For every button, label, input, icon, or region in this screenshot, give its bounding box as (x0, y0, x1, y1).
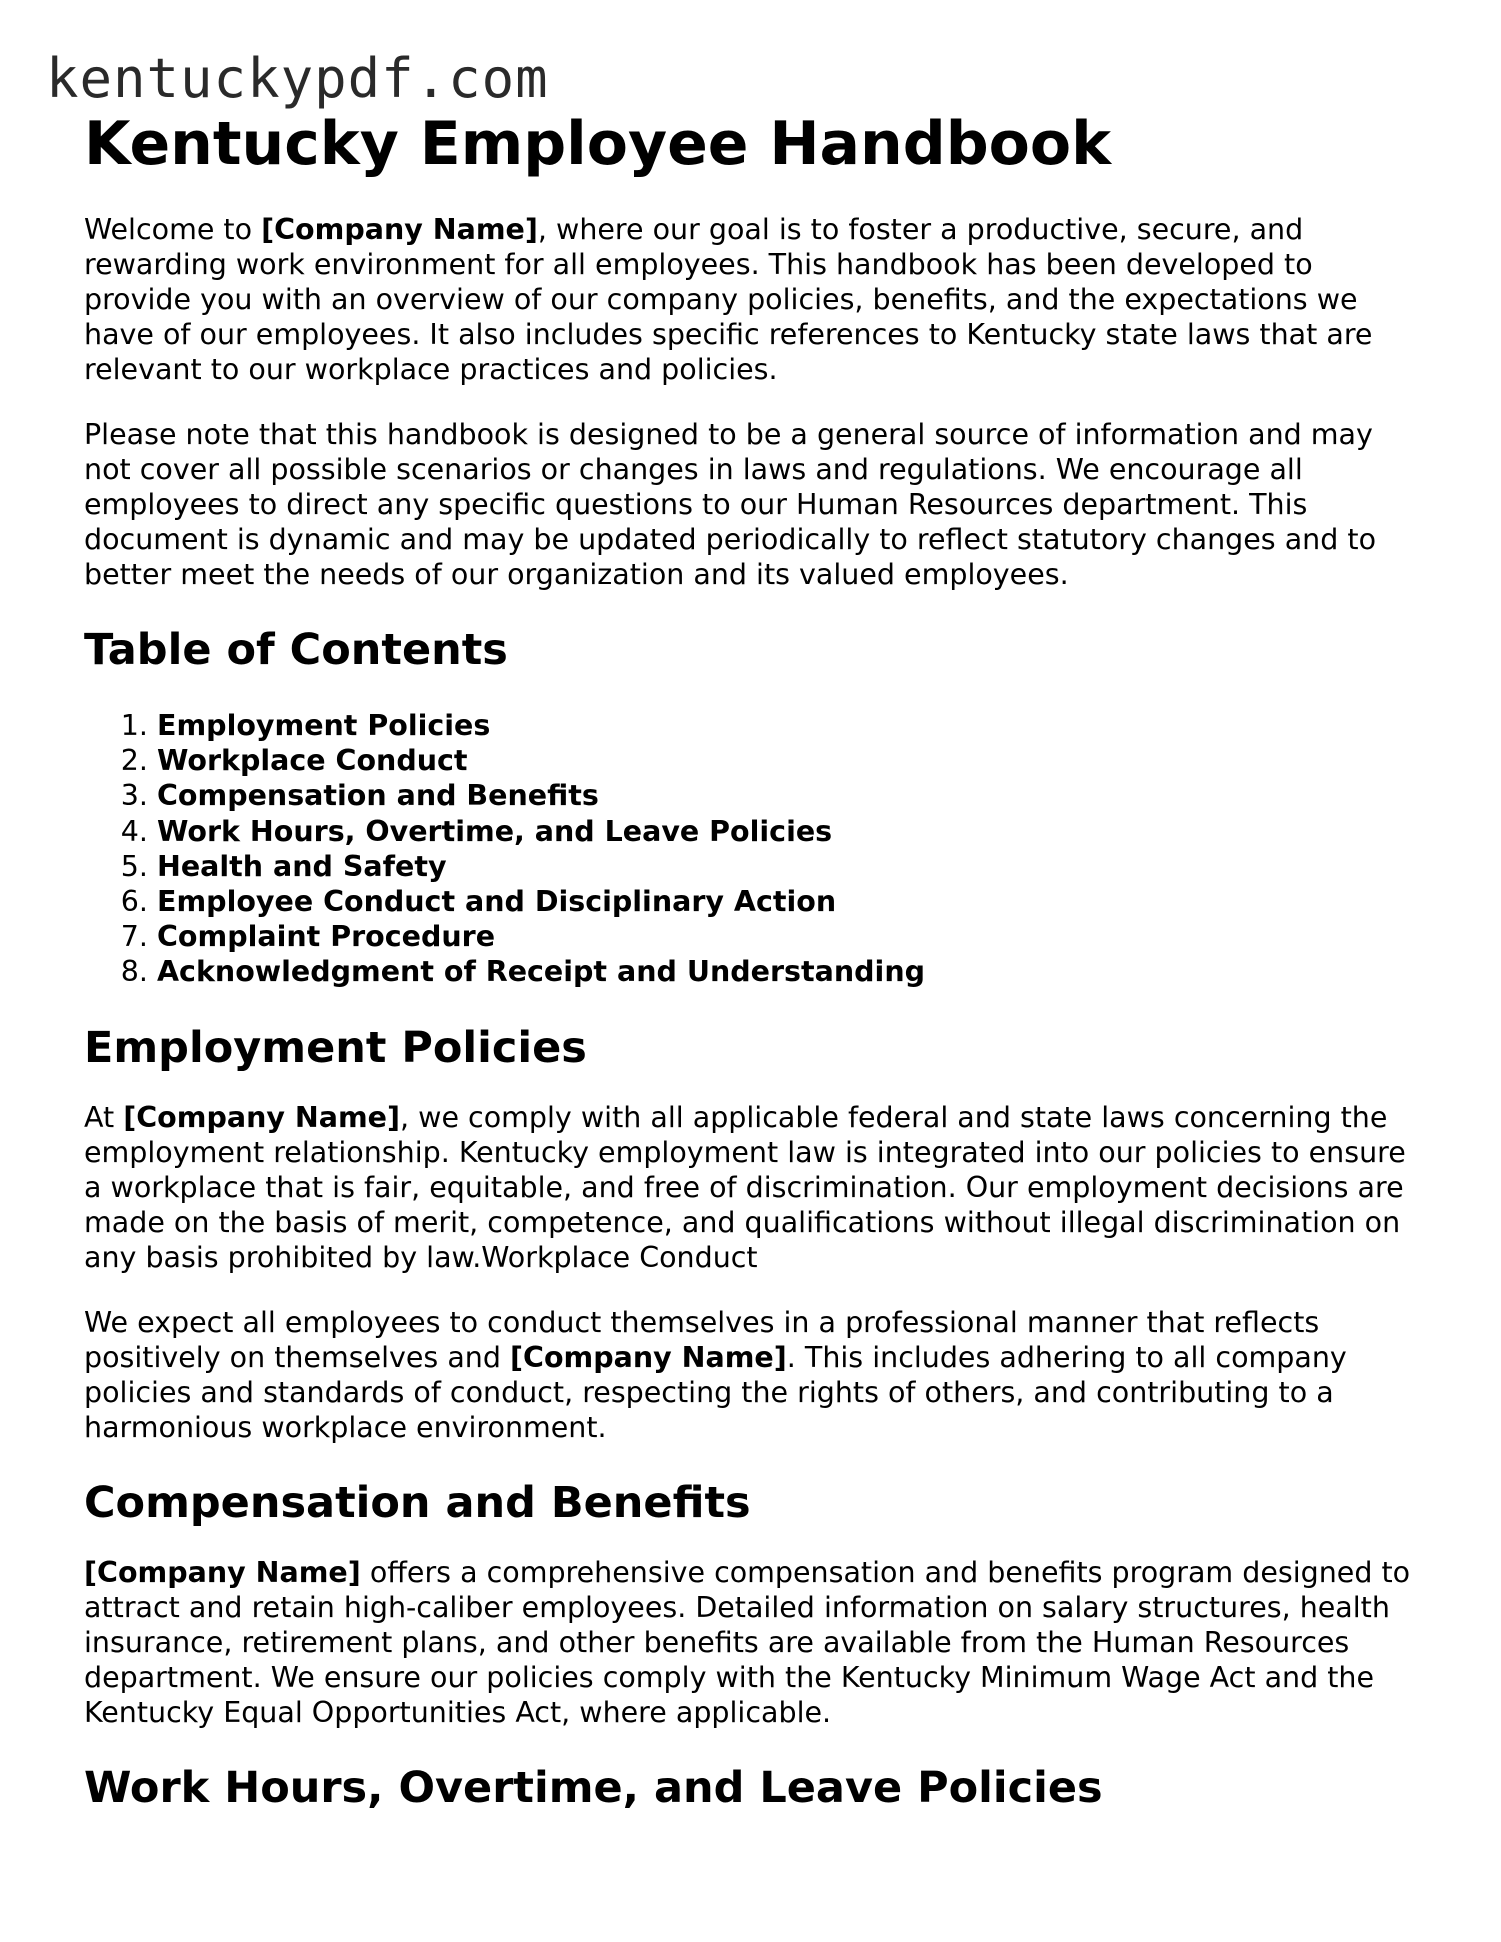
toc-item[interactable]: 1. Employment Policies (157, 708, 1424, 743)
page-title: Kentucky Employee Handbook (84, 109, 1112, 179)
table-of-contents (84, 708, 1424, 990)
intro-paragraph-1: Welcome to [Company Name], where our goal is to foster a productive, secure, and rewarding work environment for all employees. This handbook has been developed to provide you with an overview of our company policies, benefits, and the expectations we have of our employees. It also includes specific references to Kentucky state laws that are relevant to our workplace practices and policies. (84, 213, 1373, 386)
company-name-placeholder: [Company Name] (510, 1340, 787, 1374)
employment-paragraph: At [Company Name], we comply with all applicable federal and state laws concerning the employment relationship. Kentucky employment law is integrated into our policies to ensure a workplace that is fair, equitable, and free of discrimination. Our employment decisions are made on the basis of merit, competence, and qualifications without illegal discrimination on any basis prohibited by law.Workplace Conduct (84, 1100, 1406, 1274)
toc-item[interactable]: 5. Health and Safety (157, 849, 1424, 884)
toc-item[interactable]: 6. Employee Conduct and Disciplinary Action (157, 884, 1424, 919)
toc-item[interactable]: 8. Acknowledgment of Receipt and Understanding (157, 954, 1424, 989)
toc-item[interactable]: 3. Compensation and Benefits (157, 778, 1424, 813)
section-heading-compensation: Compensation and Benefits (84, 1477, 751, 1528)
compensation-paragraph: [Company Name] offers a comprehensive compensation and benefits program designed to attract and retain high-caliber employees. Detailed information on salary structures, health insurance, retirement plans, and other benefits are available from the Human Resources department. We ensure our policies comply with the Kentucky Minimum Wage Act and the Kentucky Equal Opportunities Act, where applicable. (84, 1555, 1411, 1729)
company-name-placeholder: [Company Name] (123, 1100, 401, 1134)
intro-paragraph-2: Please note that this handbook is designed to be a general source of information and may not cover all possible scenarios or changes in laws and regulations. We encourage all employees to direct any specific questions to our Human Resources department. This document is dynamic and may be updated periodically to reflect statutory changes and to better meet the needs of our organization and its valued employees. (84, 418, 1377, 591)
site-watermark: kentuckypdf.com (46, 47, 549, 110)
handbook-document (84, 106, 1424, 1816)
section-heading-work-hours: Work Hours, Overtime, and Leave Policies (84, 1762, 1103, 1813)
toc-item[interactable]: 2. Workplace Conduct (157, 743, 1424, 778)
toc-item[interactable]: 7. Complaint Procedure (157, 919, 1424, 954)
section-heading-employment-policies: Employment Policies (84, 1022, 587, 1073)
workplace-conduct-paragraph: We expect all employees to conduct themselves in a professional manner that reflects positively on themselves and [Company Name]. This includes adhering to all company policies and standards of conduct, respecting the rights of others, and contributing to a harmonious workplace environment. (84, 1305, 1347, 1444)
toc-heading: Table of Contents (84, 625, 508, 675)
company-name-placeholder: [Company Name] (261, 213, 538, 246)
company-name-placeholder: [Company Name] (84, 1555, 361, 1589)
toc-item[interactable]: 4. Work Hours, Overtime, and Leave Policies (157, 814, 1424, 849)
